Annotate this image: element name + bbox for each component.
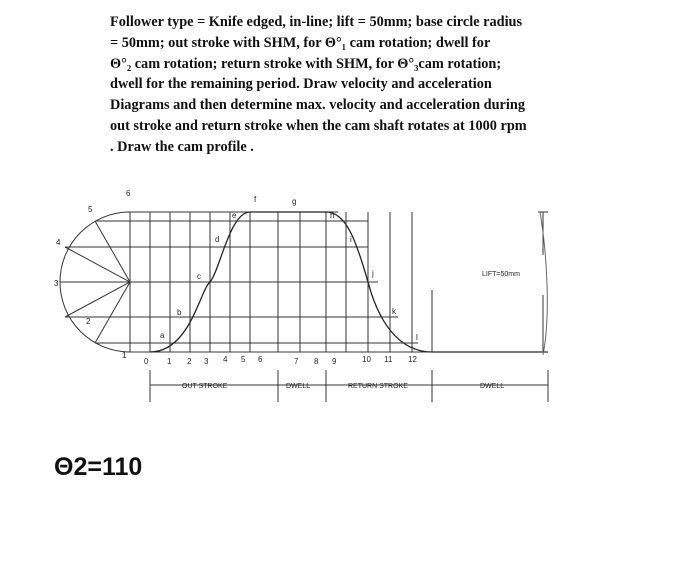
division-label: 5: [241, 355, 246, 364]
division-label: 10: [362, 355, 371, 364]
division-label: 9: [332, 357, 337, 366]
point-label: a: [160, 331, 165, 340]
division-label: 8: [314, 357, 319, 366]
problem-line: Follower type = Knife edged, in-line; lift = 50mm; base circle radius: [110, 14, 523, 30]
segment-label-dwell: DWELL: [480, 383, 505, 390]
problem-line: out stroke and return stroke when the cam shaft rotates at 1000 rpm: [110, 117, 527, 134]
circle-label: 1: [122, 351, 127, 360]
answer-text: Θ2=110: [54, 453, 143, 481]
problem-line: Diagrams and then determine max. velocity and acceleration during: [110, 97, 525, 114]
segment-label-out-stroke: OUT STROKE: [182, 383, 228, 390]
problem-line: = 50mm; out stroke with SHM, for Θ°₁ cam rotation; dwell for: [110, 34, 491, 51]
segment-label-dwell: DWELL: [286, 383, 311, 390]
circle-label: 3: [54, 279, 59, 288]
point-label: h: [330, 211, 335, 220]
circle-label: 2: [86, 317, 91, 326]
problem-line: Θ°₂ cam rotation; return stroke with SHM, for Θ°₃cam rotation;: [110, 55, 502, 72]
problem-line: . Draw the cam profile .: [110, 138, 254, 155]
lift-label: LIFT=50mm: [482, 271, 520, 278]
division-label: 7: [294, 357, 299, 366]
point-label: d: [215, 235, 220, 244]
point-label: e: [232, 211, 237, 220]
circle-label: 5: [88, 205, 93, 214]
problem-statement: [110, 12, 600, 158]
division-label: 2: [187, 357, 192, 366]
point-label: f: [254, 195, 257, 204]
point-label: j: [372, 269, 374, 278]
circle-label: 4: [56, 238, 61, 247]
division-label: 11: [384, 355, 393, 364]
division-label: 6: [258, 355, 263, 364]
division-label: 1: [167, 357, 172, 366]
point-label: g: [292, 197, 297, 206]
segment-label-return-stroke: RETURN STROKE: [348, 383, 408, 390]
problem-line: dwell for the remaining period. Draw velocity and acceleration: [110, 76, 492, 93]
point-label: k: [392, 307, 396, 316]
point-label: l: [416, 333, 418, 342]
circle-label: 6: [126, 189, 131, 198]
point-label: b: [177, 308, 182, 317]
division-label: 0: [144, 357, 149, 366]
lift-brace: [540, 212, 547, 355]
point-label: i: [350, 235, 352, 244]
division-label: 12: [408, 355, 417, 364]
displacement-diagram: [54, 180, 568, 420]
division-label: 3: [204, 357, 209, 366]
point-label: c: [197, 272, 201, 281]
division-label: 4: [223, 355, 228, 364]
